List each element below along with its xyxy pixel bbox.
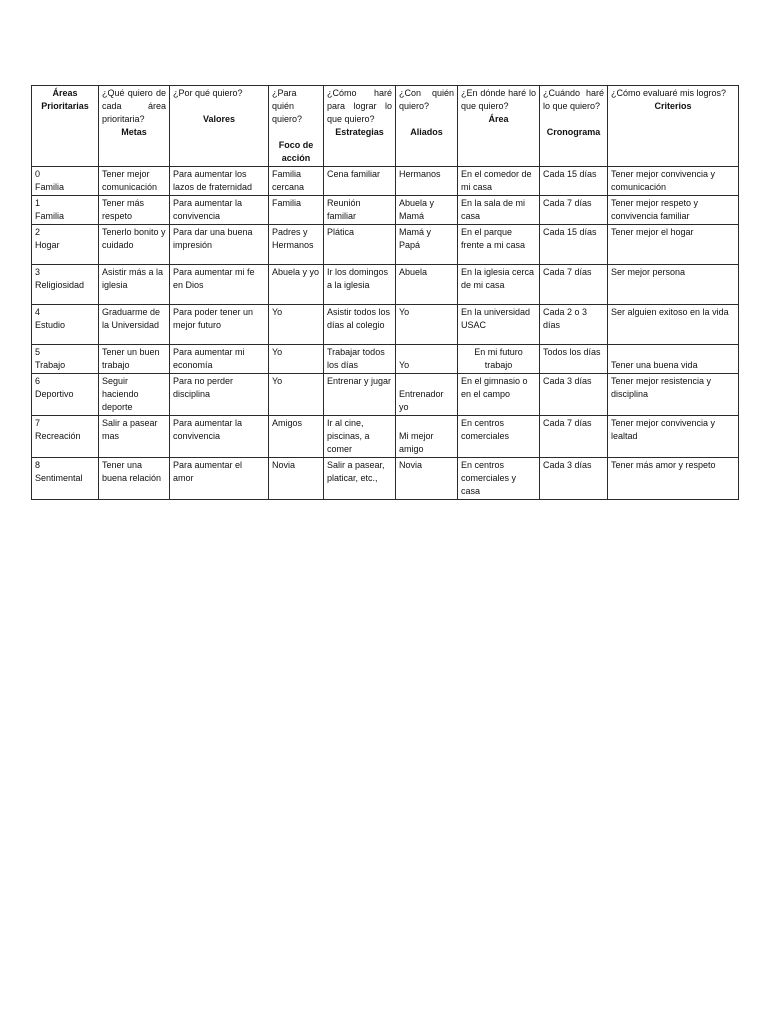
valores-cell: Para aumentar el amor <box>170 458 269 500</box>
area-number: 8 <box>35 460 41 470</box>
table-row <box>32 196 739 225</box>
area-label: Sentimental <box>35 473 83 483</box>
cronograma-cell: Cada 15 días <box>540 225 608 265</box>
foco-cell: Yo <box>269 305 324 345</box>
metas-cell: Asistir más a la iglesia <box>99 265 170 305</box>
area-label: Trabajo <box>35 360 66 370</box>
cronograma-cell: Cada 3 días <box>540 458 608 500</box>
valores-cell: Para aumentar la convivencia <box>170 196 269 225</box>
header-criterios <box>608 86 739 167</box>
lugar-cell: En centros comerciales y casa <box>458 458 540 500</box>
area-cell <box>32 345 99 374</box>
cronograma-cell: Cada 3 días <box>540 374 608 416</box>
estrategias-cell: Ir los domingos a la iglesia <box>324 265 396 305</box>
estrategias-cell: Reunión familiar <box>324 196 396 225</box>
header-aliados <box>396 86 458 167</box>
lugar-cell: En la sala de mi casa <box>458 196 540 225</box>
table-row <box>32 225 739 265</box>
aliados-cell: Abuela <box>396 265 458 305</box>
estrategias-cell: Asistir todos los días al colegio <box>324 305 396 345</box>
header-estrategias <box>324 86 396 167</box>
area-label: Familia <box>35 211 65 221</box>
header-question: ¿Cuándo haré lo que quiero? <box>543 88 604 111</box>
estrategias-cell: Plática <box>324 225 396 265</box>
area-number: 1 <box>35 198 41 208</box>
criterios-cell: Tener más amor y respeto <box>608 458 739 500</box>
cronograma-cell: Cada 15 días <box>540 167 608 196</box>
header-key: Aliados <box>410 127 443 137</box>
header-question: ¿Por qué quiero? <box>173 88 243 98</box>
valores-cell: Para poder tener un mejor futuro <box>170 305 269 345</box>
aliados-cell: Abuela y Mamá <box>396 196 458 225</box>
area-label: Hogar <box>35 240 60 250</box>
cronograma-cell: Cada 7 días <box>540 196 608 225</box>
header-key: Foco de acción <box>278 140 314 163</box>
lugar-cell: En el parque frente a mi casa <box>458 225 540 265</box>
foco-cell: Padres y Hermanos <box>269 225 324 265</box>
criterios-cell: Tener una buena vida <box>608 345 739 374</box>
area-cell <box>32 225 99 265</box>
aliados-cell: Novia <box>396 458 458 500</box>
metas-cell: Graduarme de la Universidad <box>99 305 170 345</box>
metas-cell: Salir a pasear mas <box>99 416 170 458</box>
header-question: ¿Cómo haré para lograr lo que quiero? <box>327 88 392 124</box>
area-cell <box>32 416 99 458</box>
lugar-cell: En centros comerciales <box>458 416 540 458</box>
table-row <box>32 416 739 458</box>
table-row <box>32 345 739 374</box>
metas-cell: Seguir haciendo deporte <box>99 374 170 416</box>
foco-cell: Amigos <box>269 416 324 458</box>
area-cell <box>32 196 99 225</box>
aliados-cell: Yo <box>396 305 458 345</box>
metas-cell: Tenerlo bonito y cuidado <box>99 225 170 265</box>
header-key: Área <box>488 114 509 124</box>
table-row <box>32 458 739 500</box>
criterios-cell: Tener mejor respeto y convivencia familiar <box>608 196 739 225</box>
estrategias-cell: Salir a pasear, platicar, etc., <box>324 458 396 500</box>
cronograma-cell: Cada 7 días <box>540 265 608 305</box>
table-row <box>32 305 739 345</box>
area-cell <box>32 265 99 305</box>
estrategias-cell: Trabajar todos los días <box>324 345 396 374</box>
foco-cell: Novia <box>269 458 324 500</box>
foco-cell: Abuela y yo <box>269 265 324 305</box>
area-label: Estudio <box>35 320 66 330</box>
header-key: Cronograma <box>546 127 601 137</box>
criterios-cell: Tener mejor convivencia y comunicación <box>608 167 739 196</box>
aliados-cell: Hermanos <box>396 167 458 196</box>
valores-cell: Para aumentar la convivencia <box>170 416 269 458</box>
criterios-cell: Tener mejor convivencia y lealtad <box>608 416 739 458</box>
header-foco <box>269 86 324 167</box>
lugar-cell: En el comedor de mi casa <box>458 167 540 196</box>
area-label: Religiosidad <box>35 280 85 290</box>
foco-cell: Yo <box>269 374 324 416</box>
cronograma-cell: Cada 2 o 3 días <box>540 305 608 345</box>
area-cell <box>32 374 99 416</box>
header-row <box>32 86 739 167</box>
lugar-cell: En la iglesia cerca de mi casa <box>458 265 540 305</box>
area-number: 0 <box>35 169 41 179</box>
header-question: ¿Cómo evaluaré mis logros? <box>611 88 727 98</box>
area-cell <box>32 305 99 345</box>
header-area <box>458 86 540 167</box>
estrategias-cell: Ir al cine, piscinas, a comer <box>324 416 396 458</box>
criterios-cell: Tener mejor el hogar <box>608 225 739 265</box>
header-key: Áreas Prioritarias <box>41 88 89 111</box>
metas-cell: Tener mejor comunicación <box>99 167 170 196</box>
header-cronograma <box>540 86 608 167</box>
foco-cell: Familia <box>269 196 324 225</box>
area-number: 4 <box>35 307 41 317</box>
table-row <box>32 167 739 196</box>
lugar-cell: En el gimnasio o en el campo <box>458 374 540 416</box>
area-label: Recreación <box>35 431 81 441</box>
header-valores <box>170 86 269 167</box>
header-metas <box>99 86 170 167</box>
lugar-cell: En la universidad USAC <box>458 305 540 345</box>
cronograma-cell: Todos los días <box>540 345 608 374</box>
header-question: ¿Con quién quiero? <box>399 88 454 111</box>
header-key: Criterios <box>654 101 692 111</box>
area-label: Deportivo <box>35 389 74 399</box>
header-question: ¿Qué quiero de cada área prioritaria? <box>102 88 166 124</box>
table-row <box>32 265 739 305</box>
aliados-cell: Yo <box>396 345 458 374</box>
criterios-cell: Ser mejor persona <box>608 265 739 305</box>
aliados-cell: Mamá y Papá <box>396 225 458 265</box>
lugar-cell: En mi futuro trabajo <box>458 345 540 374</box>
header-question: ¿En dónde haré lo que quiero? <box>461 88 536 111</box>
estrategias-cell: Entrenar y jugar <box>324 374 396 416</box>
foco-cell: Familia cercana <box>269 167 324 196</box>
area-number: 3 <box>35 267 41 277</box>
header-key: Metas <box>121 127 147 137</box>
header-question: ¿Para quién quiero? <box>272 88 303 124</box>
estrategias-cell: Cena familiar <box>324 167 396 196</box>
area-number: 6 <box>35 376 41 386</box>
valores-cell: Para no perder disciplina <box>170 374 269 416</box>
life-plan-table <box>31 85 739 500</box>
header-key: Valores <box>202 114 236 124</box>
area-number: 2 <box>35 227 41 237</box>
cronograma-cell: Cada 7 días <box>540 416 608 458</box>
area-number: 7 <box>35 418 41 428</box>
metas-cell: Tener una buena relación <box>99 458 170 500</box>
valores-cell: Para aumentar mi economía <box>170 345 269 374</box>
foco-cell: Yo <box>269 345 324 374</box>
criterios-cell: Tener mejor resistencia y disciplina <box>608 374 739 416</box>
area-label: Familia <box>35 182 65 192</box>
header-areas <box>32 86 99 167</box>
valores-cell: Para aumentar mi fe en Dios <box>170 265 269 305</box>
table-row <box>32 374 739 416</box>
metas-cell: Tener más respeto <box>99 196 170 225</box>
criterios-cell: Ser alguien exitoso en la vida <box>608 305 739 345</box>
header-key: Estrategias <box>335 127 384 137</box>
aliados-cell: Entrenador yo <box>396 374 458 416</box>
valores-cell: Para aumentar los lazos de fraternidad <box>170 167 269 196</box>
area-number: 5 <box>35 347 41 357</box>
document-page <box>31 85 738 500</box>
area-cell <box>32 167 99 196</box>
metas-cell: Tener un buen trabajo <box>99 345 170 374</box>
area-cell <box>32 458 99 500</box>
aliados-cell: Mi mejor amigo <box>396 416 458 458</box>
valores-cell: Para dar una buena impresión <box>170 225 269 265</box>
